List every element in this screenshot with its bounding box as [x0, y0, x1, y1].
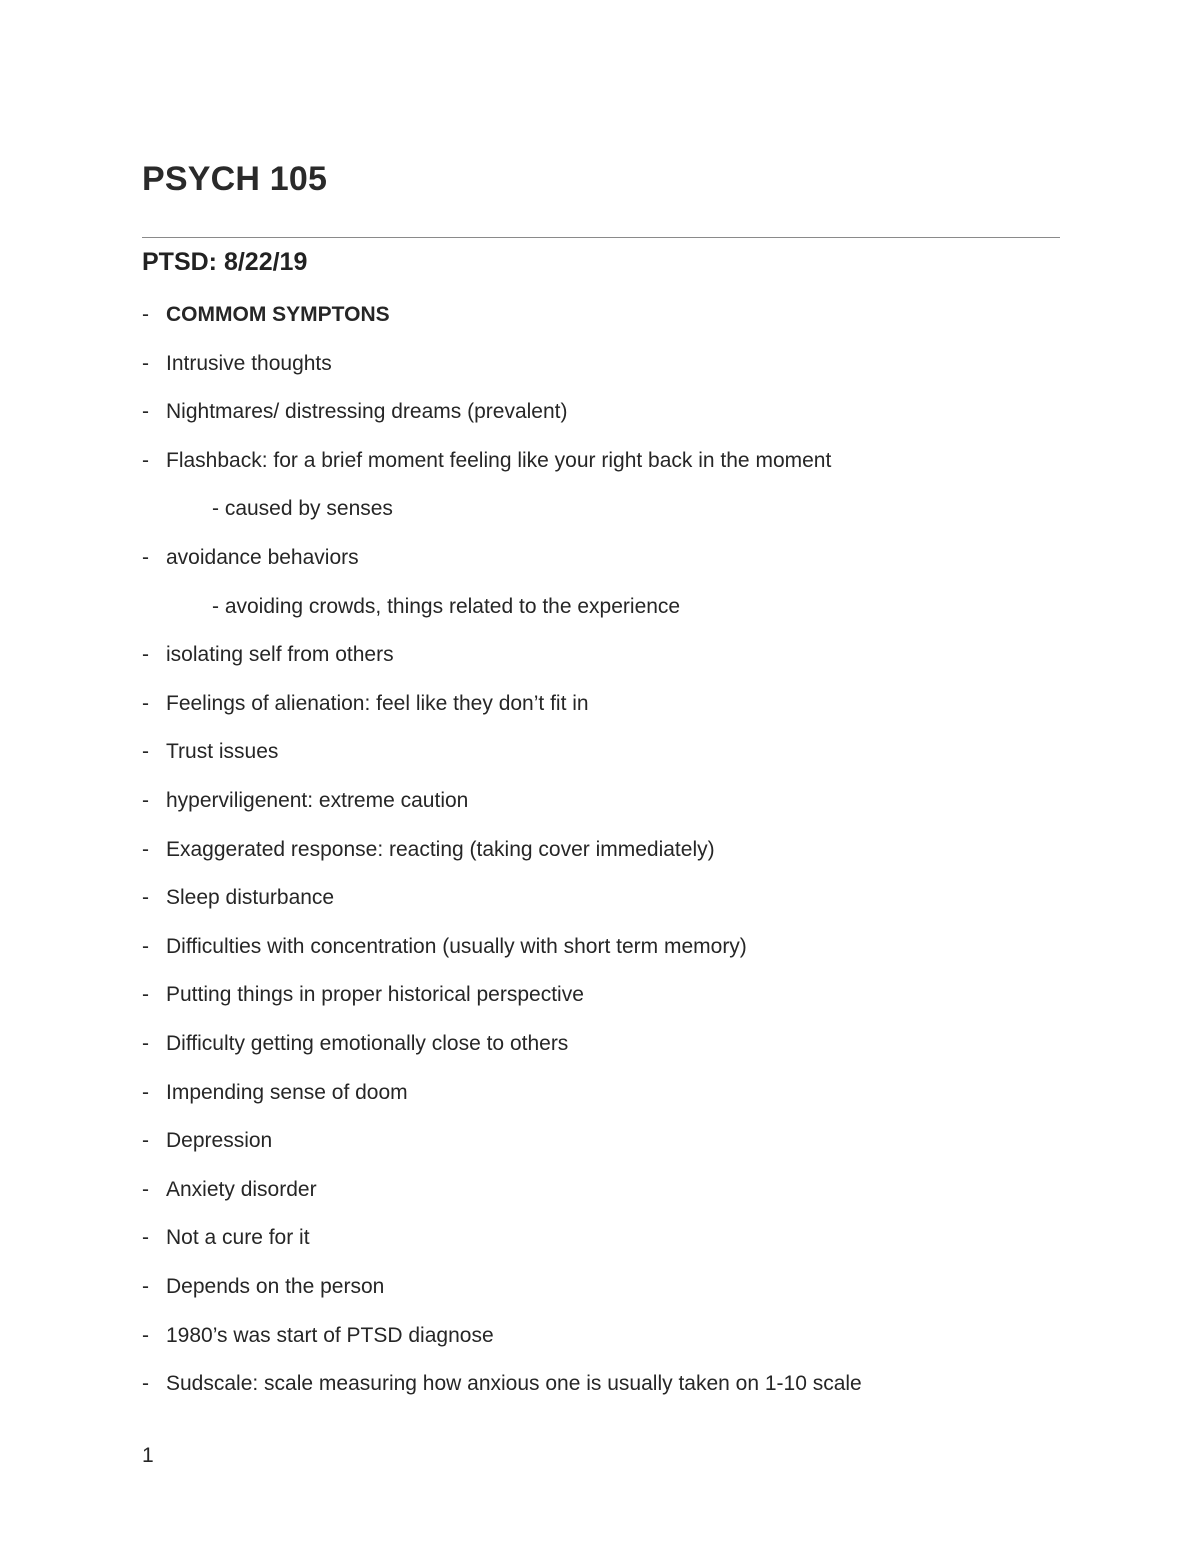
note-item: [142, 932, 747, 962]
bullet-dash: -: [142, 1032, 149, 1055]
note-text: Putting things in proper historical perspective: [166, 983, 584, 1007]
bullet-dash: -: [142, 400, 149, 424]
note-text: Difficulties with concentration (usually with short term memory): [166, 934, 747, 958]
note-item: [142, 835, 715, 865]
note-item: [142, 543, 359, 573]
note-text: Depends on the person: [166, 1275, 385, 1298]
note-item: [142, 1223, 310, 1253]
note-text: hyperviligenent: extreme caution: [166, 789, 469, 812]
note-text: Not a cure for it: [166, 1226, 310, 1250]
bullet-dash: -: [142, 789, 149, 812]
note-item: [142, 737, 278, 767]
note-item: [142, 1126, 272, 1156]
note-text: Nightmares/ distressing dreams (prevalent): [166, 400, 568, 424]
bullet-dash: -: [142, 303, 149, 326]
note-item: [142, 1272, 384, 1302]
bullet-dash: -: [142, 983, 149, 1007]
note-text: - avoiding crowds, things related to the experience: [212, 594, 681, 618]
note-subitem: [212, 592, 680, 622]
note-item: [142, 980, 584, 1010]
note-text: Trust issues: [166, 740, 279, 764]
bullet-dash: -: [142, 886, 149, 910]
bullet-dash: -: [142, 1323, 149, 1347]
note-text: - caused by senses: [212, 497, 393, 521]
document-title: PSYCH 105: [142, 160, 328, 198]
note-text: Intrusive thoughts: [166, 351, 332, 375]
bullet-dash: -: [142, 1129, 149, 1153]
note-item: [142, 349, 332, 379]
section-heading: PTSD: 8/22/19: [142, 248, 308, 276]
title-divider: [142, 237, 1060, 238]
note-item: [142, 300, 390, 330]
note-text: Sudscale: scale measuring how anxious one is usually taken on 1-10 scale: [166, 1372, 862, 1396]
bullet-dash: -: [142, 643, 149, 667]
note-text: COMMOM SYMPTONS: [166, 303, 390, 326]
bullet-dash: -: [142, 934, 149, 958]
note-text: Difficulty getting emotionally close to others: [166, 1032, 569, 1055]
note-text: Flashback: for a brief moment feeling like your right back in the moment: [166, 448, 832, 472]
bullet-dash: -: [142, 546, 149, 569]
note-subitem: [212, 494, 393, 524]
bullet-dash: -: [142, 691, 149, 715]
note-item: [142, 883, 334, 913]
note-item: [142, 1369, 862, 1399]
note-text: Anxiety disorder: [166, 1177, 317, 1201]
bullet-dash: -: [142, 1177, 149, 1201]
note-text: Exaggerated response: reacting (taking cover immediately): [166, 837, 715, 861]
note-item: [142, 640, 394, 670]
page-number: 1: [142, 1444, 154, 1467]
bullet-dash: -: [142, 740, 149, 764]
note-text: Sleep disturbance: [166, 886, 335, 910]
note-text: 1980’s was start of PTSD diagnose: [166, 1323, 494, 1347]
note-item: [142, 1175, 317, 1205]
note-text: isolating self from others: [166, 643, 394, 667]
bullet-dash: -: [142, 1275, 149, 1298]
bullet-dash: -: [142, 1372, 149, 1396]
bullet-dash: -: [142, 1226, 149, 1250]
note-item: [142, 786, 468, 816]
bullet-dash: -: [142, 351, 149, 375]
bullet-dash: -: [142, 837, 149, 861]
bullet-dash: -: [142, 448, 149, 472]
note-item: [142, 397, 567, 427]
note-text: Impending sense of doom: [166, 1080, 408, 1104]
note-text: Feelings of alienation: feel like they don’t fit in: [166, 691, 589, 715]
note-text: avoidance behaviors: [166, 546, 359, 569]
note-item: [142, 1029, 568, 1059]
note-item: [142, 1321, 494, 1351]
note-text: Depression: [166, 1129, 273, 1153]
note-item: [142, 1078, 408, 1108]
bullet-dash: -: [142, 1080, 149, 1104]
note-item: [142, 446, 831, 476]
note-item: [142, 689, 589, 719]
